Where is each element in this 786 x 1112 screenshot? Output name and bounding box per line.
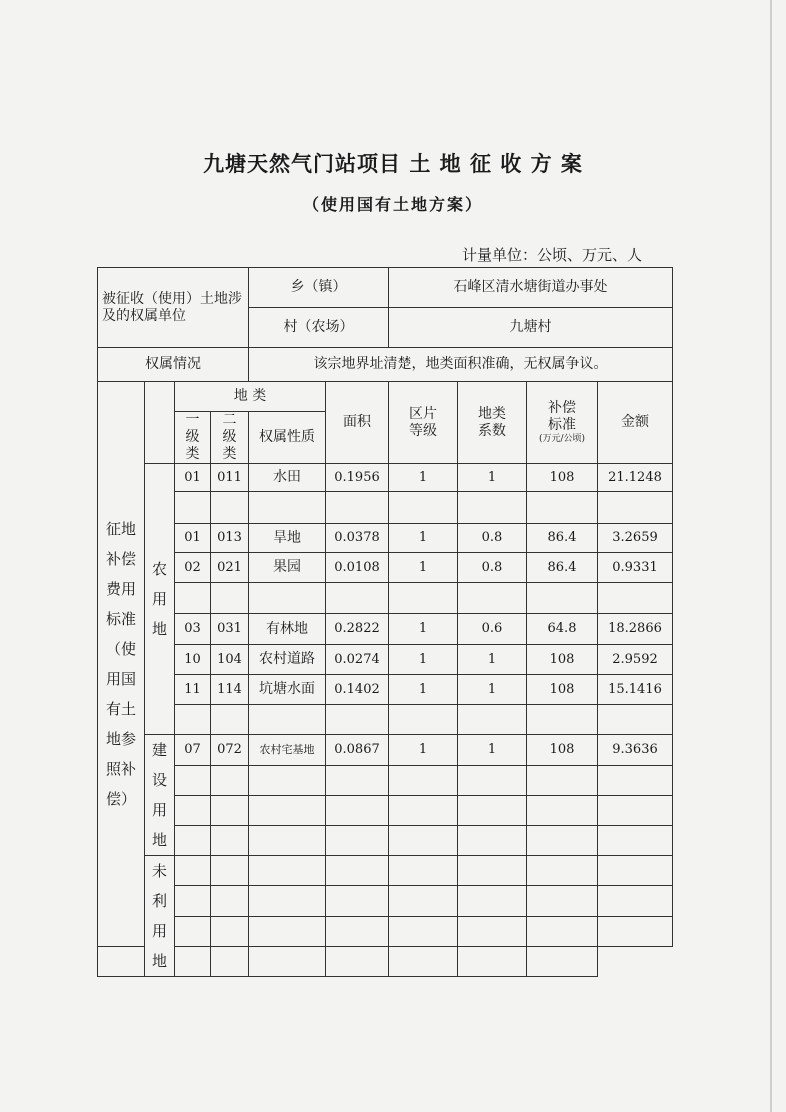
coefficient-cell: 0.8	[458, 524, 527, 553]
land-acquisition-table	[97, 267, 673, 977]
table-row	[98, 614, 673, 645]
unused-group	[145, 856, 175, 977]
area-header: 面积	[326, 382, 389, 464]
table-row	[98, 916, 673, 946]
level2-text: 二级类	[222, 412, 237, 462]
coefficient-text: 地类系数	[478, 405, 506, 439]
table-row	[98, 464, 673, 492]
group-header-blank	[145, 382, 175, 464]
village-value: 九塘村	[389, 308, 673, 348]
table-row	[98, 796, 673, 826]
area-cell: 0.1402	[326, 675, 389, 705]
standard-cell: 108	[527, 675, 598, 705]
area-cell: 0.0378	[326, 524, 389, 553]
grade-cell: 1	[389, 675, 458, 705]
level1-cell: 07	[175, 735, 211, 766]
grade-cell: 1	[389, 553, 458, 583]
table-row	[98, 583, 673, 614]
village-label: 村（农场）	[249, 308, 389, 348]
coefficient-cell: 1	[458, 735, 527, 766]
table-row	[98, 492, 673, 524]
amount-cell: 3.2659	[598, 524, 673, 553]
table-row	[98, 766, 673, 796]
level2-cell: 104	[211, 645, 249, 675]
nature-cell: 有林地	[249, 614, 326, 645]
area-cell: 0.2822	[326, 614, 389, 645]
town-label: 乡（镇）	[249, 268, 389, 308]
level2-cell: 021	[211, 553, 249, 583]
amount-cell: 9.3636	[598, 735, 673, 766]
coefficient-cell: 1	[458, 645, 527, 675]
amount-cell: 0.9331	[598, 553, 673, 583]
coefficient-cell: 0.6	[458, 614, 527, 645]
grade-cell: 1	[389, 614, 458, 645]
agri-group	[145, 464, 175, 735]
standard-cell: 108	[527, 735, 598, 766]
level1-cell: 01	[175, 464, 211, 492]
unused-group-text: 未利用地	[151, 862, 167, 970]
level2-cell: 013	[211, 524, 249, 553]
amount-cell: 15.1416	[598, 675, 673, 705]
nature-cell: 农村道路	[249, 645, 326, 675]
level1-header	[175, 412, 211, 464]
compensation-standard-label	[98, 382, 145, 947]
standard-unit: (万元/公顷)	[538, 433, 586, 444]
area-cell: 0.0867	[326, 735, 389, 766]
grade-cell: 1	[389, 524, 458, 553]
table-row	[98, 826, 673, 856]
coefficient-cell: 1	[458, 464, 527, 492]
table-row	[98, 735, 673, 766]
amount-header: 金额	[598, 382, 673, 464]
agri-group-text: 农用地	[151, 560, 167, 638]
standard-text: 补偿标准	[548, 400, 576, 434]
coefficient-cell: 0.8	[458, 553, 527, 583]
ownership-unit-label: 被征收（使用）土地涉及的权属单位	[98, 268, 249, 348]
zone-grade-text: 区片等级	[409, 405, 437, 439]
grade-cell: 1	[389, 645, 458, 675]
standard-cell: 64.8	[527, 614, 598, 645]
area-cell: 0.1956	[326, 464, 389, 492]
table-row	[98, 675, 673, 705]
table-row	[98, 553, 673, 583]
area-cell: 0.0274	[326, 645, 389, 675]
coefficient-cell: 1	[458, 675, 527, 705]
grade-cell: 1	[389, 464, 458, 492]
construction-group	[145, 735, 175, 856]
standard-cell: 108	[527, 645, 598, 675]
area-cell: 0.0108	[326, 553, 389, 583]
level2-header	[211, 412, 249, 464]
amount-cell: 18.2866	[598, 614, 673, 645]
construction-group-text: 建设用地	[151, 741, 167, 849]
level2-cell: 114	[211, 675, 249, 705]
measurement-unit: 计量单位：公顷、万元、人	[462, 246, 643, 264]
nature-cell: 旱地	[249, 524, 326, 553]
amount-cell: 21.1248	[598, 464, 673, 492]
level1-cell: 01	[175, 524, 211, 553]
document-title: 九塘天然气门站项目 土 地 征 收 方 案	[203, 152, 583, 176]
level1-cell: 11	[175, 675, 211, 705]
compensation-standard-text: 征地补偿费用标准（使用国有土地参照补偿）	[106, 519, 137, 808]
standard-header	[527, 382, 598, 464]
town-value: 石峰区清水塘街道办事处	[389, 268, 673, 308]
ownership-status-label: 权属情况	[98, 348, 249, 382]
standard-cell: 86.4	[527, 524, 598, 553]
standard-cell: 86.4	[527, 553, 598, 583]
level1-cell: 03	[175, 614, 211, 645]
level2-cell: 072	[211, 735, 249, 766]
level2-cell: 031	[211, 614, 249, 645]
standard-cell: 108	[527, 464, 598, 492]
level1-cell: 02	[175, 553, 211, 583]
table-row	[98, 645, 673, 675]
level1-text: 一级类	[185, 412, 200, 462]
level1-cell: 10	[175, 645, 211, 675]
table-row	[98, 705, 673, 735]
table-row	[98, 946, 673, 976]
table-row	[98, 524, 673, 553]
nature-cell: 坑塘水面	[249, 675, 326, 705]
nature-cell: 果园	[249, 553, 326, 583]
table-row	[98, 886, 673, 916]
land-type-header: 地 类	[175, 382, 326, 412]
level2-cell: 011	[211, 464, 249, 492]
document-subtitle: （使用国有土地方案）	[302, 195, 483, 214]
nature-cell: 农村宅基地	[249, 735, 326, 766]
amount-cell: 2.9592	[598, 645, 673, 675]
nature-cell: 水田	[249, 464, 326, 492]
nature-header: 权属性质	[249, 412, 326, 464]
table-row	[98, 856, 673, 886]
ownership-status-value: 该宗地界址清楚，地类面积准确，无权属争议。	[249, 348, 673, 382]
coefficient-header	[458, 382, 527, 464]
zone-grade-header	[389, 382, 458, 464]
grade-cell: 1	[389, 735, 458, 766]
